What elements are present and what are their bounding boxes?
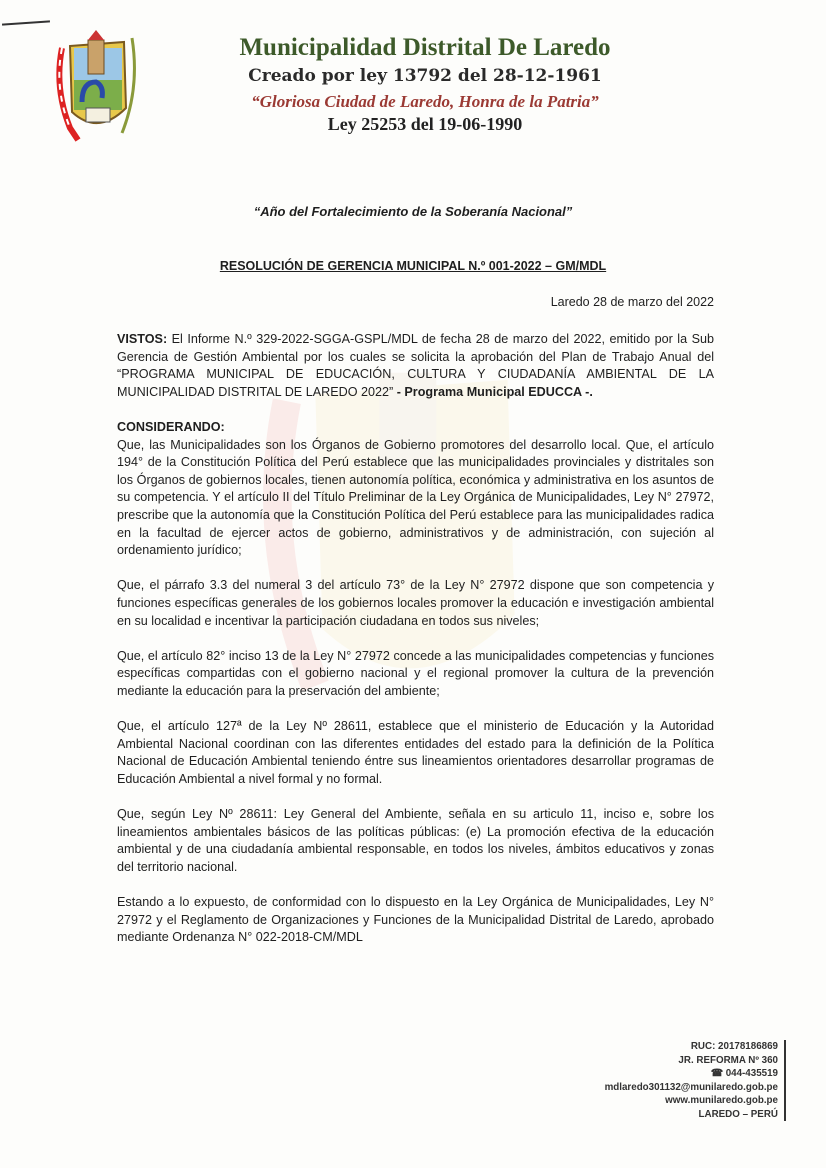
scan-mark [2, 20, 50, 25]
footer-phone: 044-435519 [725, 1068, 778, 1079]
law-reference: Ley 25253 del 19-06-1990 [327, 114, 523, 134]
footer-address: JR. REFORMA Nº 360 [678, 1054, 778, 1066]
telephone-icon: ☎ [710, 1068, 726, 1079]
considerando-paragraph: Estando a lo expuesto, de conformidad con lo dispuesto en la Ley Orgánica de Municipalidades, Ley N° 27972 y el Reglamento de Organizaciones y Funciones de la Municipalidad Distrital de Laredo, aprobado mediante Ordenanza N° 022-2018-CM/MDL [117, 895, 714, 945]
municipal-motto: “Gloriosa Ciudad de Laredo, Honra de la Patria” [251, 92, 599, 111]
footer-ruc: RUC: 20178186869 [690, 1041, 778, 1052]
vistos-label: VISTOS: [117, 332, 168, 346]
vistos-text: El Informe N.º 329-2022-SGGA-GSPL/MDL de fecha 28 de marzo del 2022, emitido por la Sub Gerencia de Gestión Ambiental por los cuales se solicita la aprobación del Plan de Trabajo Anual del “PROGRAMA MUNICIPAL DE EDUCACIÓN, CULTURA Y CIUDADANÍA AMBIENTAL DE LA MUNICIPALIDAD DISTRITAL DE LAREDO 2022” [117, 332, 714, 399]
year-name: “Año del Fortalecimiento de la Soberanía Nacional” [253, 204, 573, 219]
footer-phone-line [605, 1067, 778, 1081]
considerando-label: CONSIDERANDO: [117, 419, 225, 434]
considerando-paragraph: Que, según Ley Nº 28611: Ley General del Ambiente, señala en su articulo 11, inciso e, sobre los lineamientos ambientales básicos de las políticas públicas: (e) La promoción efectiva de la educación ambiental y de una ciudadanía ambiental responsable, en todos los niveles, ámbitos educativos y zonas del territorio nacional. [117, 807, 714, 874]
footer-contact [605, 1040, 786, 1121]
vistos-program: - Programa Municipal EDUCCA -. [396, 384, 593, 399]
resolution-title: RESOLUCIÓN DE GERENCIA MUNICIPAL N.º 001-2022 – GM/MDL [219, 259, 607, 273]
municipal-crest-logo [52, 28, 144, 146]
footer-email[interactable]: mdlaredo301132@munilaredo.gob.pe [604, 1081, 778, 1093]
document-date: Laredo 28 de marzo del 2022 [550, 295, 714, 309]
footer-website[interactable]: www.munilaredo.gob.pe [665, 1095, 778, 1106]
considerando-paragraph: Que, el párrafo 3.3 del numeral 3 del artículo 73° de la Ley N° 27972 dispone que son competencia y funciones específicas generales de los gobiernos locales promover la educación e investigación ambiental en su localidad e incentivar la participación ciudadana en todos sus niveles; [117, 578, 714, 628]
municipality-name: Municipalidad Distrital De Laredo [239, 34, 611, 61]
considerando-paragraph: Que, el artículo 127ª de la Ley Nº 28611, establece que el ministerio de Educación y la Autoridad Ambiental Nacional coordinan con las diferentes entidades del estado para la definición de la Política Nacional de Educación Ambiental teniendo éntre sus lineamientos orientadores desarrollar programas de Educación Ambiental a nivel formal y no formal. [117, 719, 714, 786]
considerando-paragraph: Que, las Municipalidades son los Órganos de Gobierno promotores del desarrollo local. Que, el artículo 194° de la Constitución Política del Perú establece que las municipalidades provinciales y distritales son los Órganos de gobiernos locales, tienen autonomía política, económica y administrativa en los asuntos de su competencia. Y el artículo II del Título Preliminar de la Ley Orgánica de Municipalidades, Ley N° 27972, prescribe que la autonomía que la Constitución Política del Perú establece para las municipalidades radica en la facultad de ejercer actos de gobierno, administrativos y de administración, con sujeción al ordenamiento jurídico; [117, 437, 714, 558]
footer-city: LAREDO – PERÚ [698, 1108, 778, 1120]
creation-law: Creado por ley 13792 del 28-12-1961 [248, 66, 602, 86]
document-body [117, 331, 714, 964]
considerando-paragraph: Que, el artículo 82° inciso 13 de la Ley N° 27972 concede a las municipalidades competencias y funciones específicas compartidas con el gobierno nacional y el regional promover la cultura de la prevención mediante la educación para la preservación del ambiente; [117, 648, 714, 698]
vistos-paragraph [117, 331, 714, 401]
